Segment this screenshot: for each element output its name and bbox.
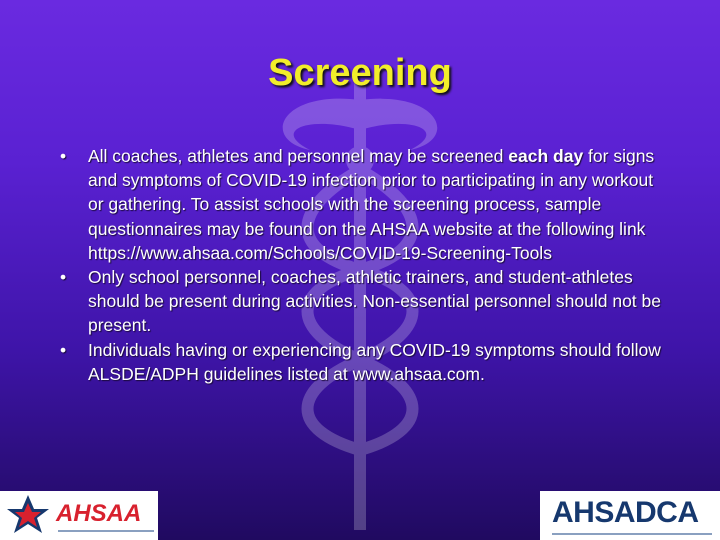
bullet-marker: • <box>60 339 67 360</box>
slide-title: Screening <box>268 52 452 94</box>
bullet-attendance <box>58 265 668 338</box>
ahsaa-logo <box>0 491 158 540</box>
bullet-text: Only school personnel, coaches, athletic trainers, and student-athletes should be present during activities. Non-essential personnel should not be present. <box>88 267 661 336</box>
bullet-text-prefix: All coaches, athletes and personnel may be screened <box>88 146 509 166</box>
bullet-emphasis: each day <box>508 146 584 166</box>
bullet-text: Individuals having or experiencing any COVID-19 symptoms should follow ALSDE/ADPH guidelines listed at www.ahsaa.com. <box>88 339 661 384</box>
ahsadca-wordmark: AHSADCA <box>552 496 699 529</box>
bullet-marker: • <box>60 146 67 166</box>
bullet-symptoms <box>58 338 668 386</box>
logo-tagline-line <box>552 533 712 535</box>
bullet-marker: • <box>60 267 67 288</box>
bullet-text <box>88 144 668 265</box>
ahsadca-logo <box>540 491 720 540</box>
bullet-text-rest: for signs and symptoms of COVID-19 infection prior to participating in any workout or gathering. To assist schools with the screening process, sample questionnaires may be found on the AHSAA website at the following link https://www.ahsaa.com/Schools/COVID-19-Screening-Tools <box>88 146 655 263</box>
bullet-screening <box>58 144 668 265</box>
bullet-list <box>58 144 668 386</box>
ahsaa-wordmark: AHSAA <box>56 500 142 527</box>
star-logo-icon <box>2 491 58 540</box>
logo-tagline-line <box>58 530 154 532</box>
